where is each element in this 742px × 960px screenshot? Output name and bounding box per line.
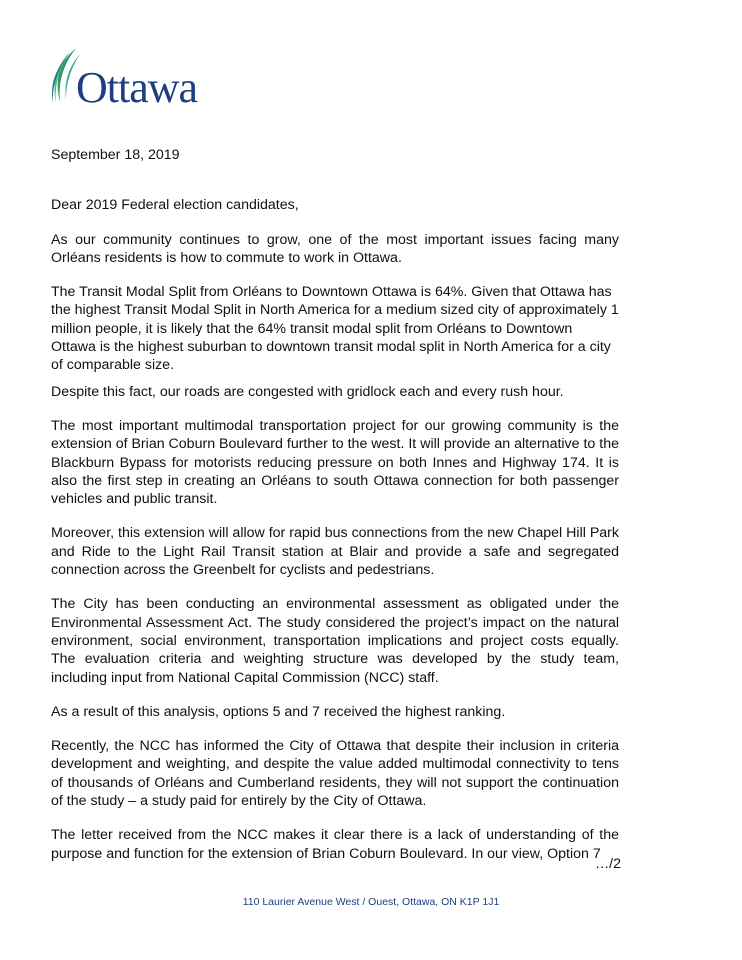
paragraph: The letter received from the NCC makes it clear there is a lack of understanding of the purpose and function for the extension of Brian Coburn Boulevard. In our view, Option 7 (51, 827, 619, 862)
paragraph: Recently, the NCC has informed the City of Ottawa that despite their inclusion in criteria development and weighting, and despite the value added multimodal connectivity to tens of thousands of Orléans and Cumberland residents, they will not support the continuation of the study – a study paid for entirely by the City of Ottawa. (51, 738, 619, 810)
letter-salutation: Dear 2019 Federal election candidates, (51, 197, 299, 214)
letter-body (51, 146, 619, 879)
paragraph: Moreover, this extension will allow for rapid bus connections from the new Chapel Hill Park and Ride to the Light Rail Transit station at Blair and provide a safe and segregated connection across the Greenbelt for cyclists and pedestrians. (51, 525, 619, 579)
ottawa-logo (46, 44, 216, 114)
logo-wordmark: Ottawa (76, 63, 198, 112)
paragraph: As a result of this analysis, options 5 and 7 received the highest ranking. (51, 703, 506, 720)
paragraph: The Transit Modal Split from Orléans to Downtown Ottawa is 64%. Given that Ottawa has the highest Transit Modal Split in North America for a medium sized city of approximately 1 million people, it is likely that the 64% transit modal split from Orléans to Downtown Ottawa is the highest suburban to downtown transit modal split in North America for a city of comparable size. (51, 284, 619, 374)
paragraph: As our community continues to grow, one of the most important issues facing many Orléans residents is how to commute to work in Ottawa. (51, 231, 619, 266)
paragraph: Despite this fact, our roads are congested with gridlock each and every rush hour. (51, 383, 564, 400)
paragraph: The most important multimodal transportation project for our growing community is the extension of Brian Coburn Boulevard further to the west. It will provide an alternative to the Blackburn Bypass for motorists reducing pressure on both Innes and Highway 174. It is also the first step in creating an Orléans to south Ottawa connection for both passenger vehicles and public transit. (51, 417, 619, 508)
letter-date: September 18, 2019 (51, 147, 180, 163)
footer-address: 110 Laurier Avenue West / Ouest, Ottawa, ON K1P 1J1 (242, 896, 500, 908)
paragraph: The City has been conducting an environmental assessment as obligated under the Environmental Assessment Act. The study considered the project’s impact on the natural environment, social environment, transportation implications and project costs equally. The evaluation criteria and weighting structure was developed by the study team, including input from National Capital Commission (NCC) staff. (51, 596, 619, 686)
page-continuation-marker: …/2 (594, 856, 621, 872)
